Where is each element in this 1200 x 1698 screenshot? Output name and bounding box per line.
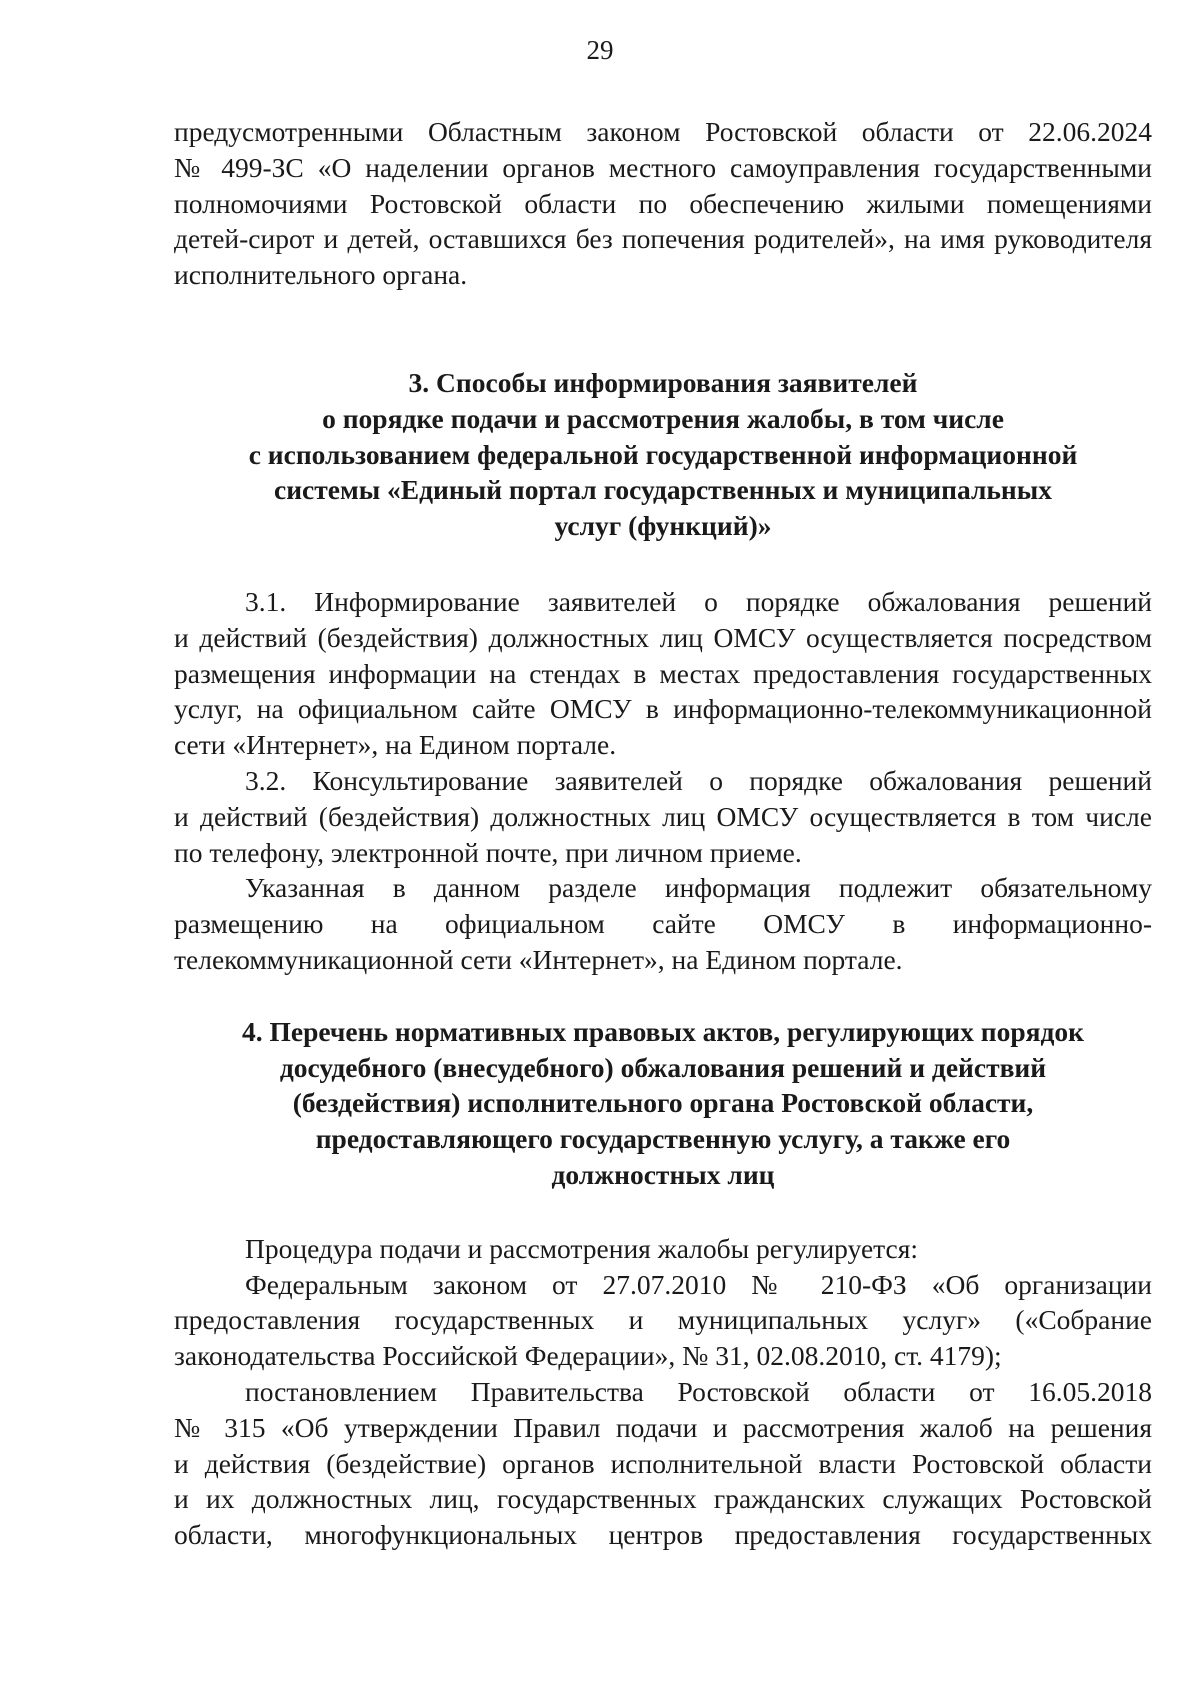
heading-line: (бездействия) исполнительного органа Ростовской области, — [292, 1087, 1034, 1119]
section-4-paragraph-1 — [174, 1231, 1152, 1267]
heading-line: 4. Перечень нормативных правовых актов, регулирующих порядок — [241, 1015, 1085, 1047]
intro-paragraph — [174, 114, 1152, 293]
section-4-paragraph-3 — [174, 1374, 1152, 1553]
document-body — [174, 114, 1152, 1553]
text-line: предоставления государственных и муниципальных услуг» («Собрание — [174, 1304, 1152, 1336]
text-line: предусмотренными Областным законом Ростовской области от 22.06.2024 — [174, 116, 1152, 147]
text-line: сети «Интернет», на Едином портале. — [174, 729, 617, 761]
heading-line: о порядке подачи и рассмотрения жалобы, в том числе — [322, 402, 1004, 434]
text-line: Процедура подачи и рассмотрения жалобы регулируется: — [245, 1232, 919, 1264]
text-line: размещению на официальном сайте ОМСУ в информационно- — [174, 908, 1152, 940]
heading-line: досудебного (внесудебного) обжалования решений и действий — [279, 1051, 1047, 1083]
heading-line: с использованием федеральной государственной информационной — [248, 438, 1078, 470]
text-line: телекоммуникационной сети «Интернет», на Едином портале. — [174, 943, 903, 975]
text-line: и их должностных лиц, государственных гражданских служащих Ростовской — [174, 1483, 1152, 1515]
text-line: размещения информации на стендах в местах предоставления государственных — [174, 657, 1152, 689]
text-line: и действий (бездействия) должностных лиц ОМСУ осуществляется в том числе — [174, 800, 1152, 832]
text-line: 3.2. Консультирование заявителей о порядке обжалования решений — [245, 764, 1152, 796]
text-line: исполнительного органа. — [174, 259, 468, 291]
text-line: области, многофункциональных центров предоставления государственных — [174, 1519, 1152, 1551]
section-3-paragraph-3 — [174, 870, 1152, 977]
section-3-paragraph-2 — [174, 763, 1152, 870]
heading-line: системы «Единый портал государственных и муниципальных — [274, 474, 1052, 506]
text-line: и действия (бездействие) органов исполнительной власти Ростовской области — [174, 1447, 1152, 1479]
heading-line: должностных лиц — [551, 1158, 775, 1190]
text-line: 3.1. Информирование заявителей о порядке обжалования решений — [245, 585, 1152, 617]
heading-line: 3. Способы информирования заявителей — [408, 366, 918, 398]
section-4-heading — [174, 1014, 1152, 1193]
section-4-paragraph-2 — [174, 1267, 1152, 1374]
text-line: и действий (бездействия) должностных лиц ОМСУ осуществляется посредством — [174, 621, 1152, 653]
text-line: № 315 «Об утверждении Правил подачи и рассмотрения жалоб на решения — [174, 1411, 1152, 1443]
heading-line: предоставляющего государственную услугу, а также его — [315, 1123, 1011, 1155]
text-line: Федеральным законом от 27.07.2010 № 210-ФЗ «Об организации — [245, 1268, 1152, 1300]
section-3-heading — [174, 365, 1152, 544]
text-line: законодательства Российской Федерации», № 31, 02.08.2010, ст. 4179); — [174, 1340, 1002, 1372]
text-line: № 499-ЗС «О наделении органов местного самоуправления государственными — [174, 151, 1152, 183]
text-line: полномочиями Ростовской области по обеспечению жилыми помещениями — [174, 187, 1152, 219]
text-line: по телефону, электронной почте, при личном приеме. — [174, 836, 802, 868]
text-line: услуг, на официальном сайте ОМСУ в информационно-телекоммуникационной — [174, 693, 1152, 725]
text-line: Указанная в данном разделе информация подлежит обязательному — [245, 872, 1152, 904]
section-3-paragraph-1 — [174, 584, 1152, 763]
text-line: детей-сирот и детей, оставшихся без попечения родителей», на имя руководителя — [174, 223, 1152, 255]
page-number: 29 — [586, 35, 614, 65]
heading-line: услуг (функций)» — [554, 510, 772, 542]
text-line: постановлением Правительства Ростовской области от 16.05.2018 — [245, 1375, 1152, 1407]
